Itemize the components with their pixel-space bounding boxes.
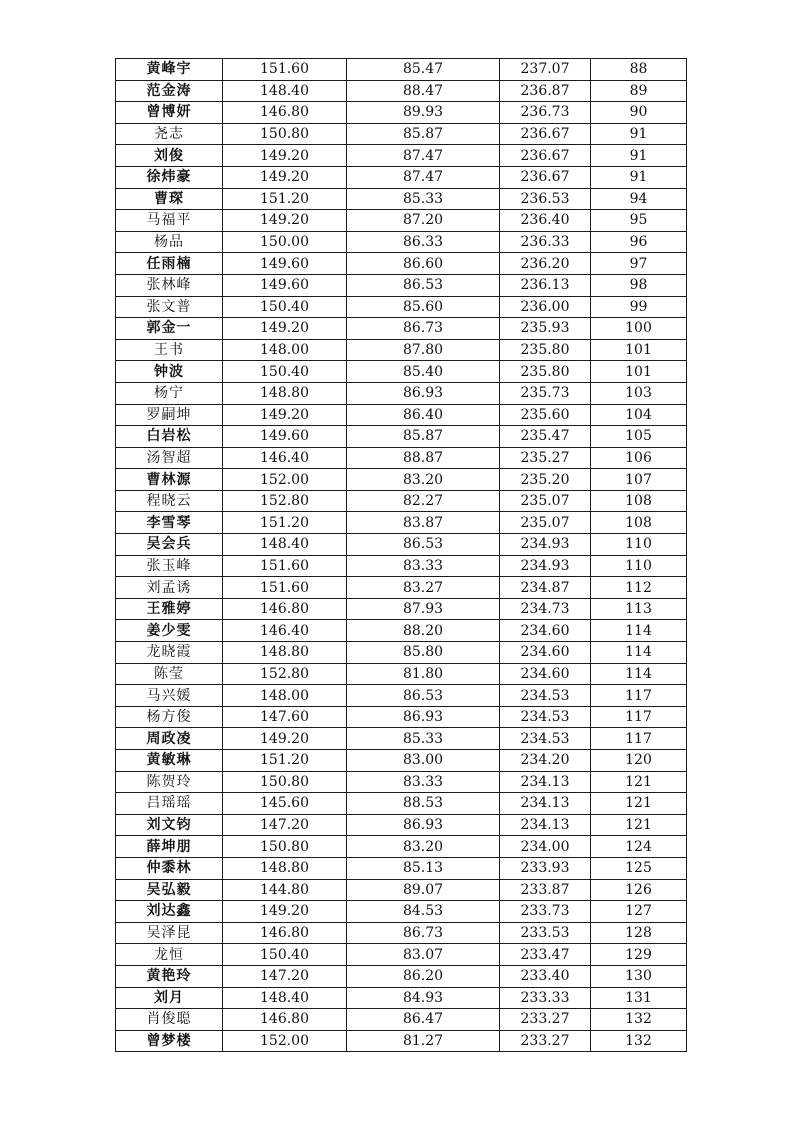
score-1-cell: 149.20 (223, 901, 347, 923)
total-score-cell: 236.33 (500, 231, 591, 253)
score-1-cell: 147.20 (223, 814, 347, 836)
rank-cell: 108 (591, 512, 687, 534)
rank-cell: 91 (591, 145, 687, 167)
table-row (116, 857, 687, 879)
score-2-cell: 85.80 (347, 642, 500, 664)
score-1-cell: 150.40 (223, 361, 347, 383)
rank-cell: 101 (591, 361, 687, 383)
score-2-cell: 83.07 (347, 944, 500, 966)
rank-cell: 112 (591, 577, 687, 599)
score-1-cell: 148.00 (223, 685, 347, 707)
score-2-cell: 82.27 (347, 490, 500, 512)
rank-cell: 108 (591, 490, 687, 512)
total-score-cell: 234.13 (500, 771, 591, 793)
score-1-cell: 151.60 (223, 59, 347, 81)
name-cell: 徐炜豪 (116, 166, 223, 188)
rank-cell: 91 (591, 123, 687, 145)
rank-cell: 131 (591, 987, 687, 1009)
name-cell: 吴泽昆 (116, 922, 223, 944)
name-cell: 张玉峰 (116, 555, 223, 577)
name-cell: 王雅婷 (116, 598, 223, 620)
name-cell: 刘孟诱 (116, 577, 223, 599)
rank-cell: 121 (591, 793, 687, 815)
rank-cell: 124 (591, 836, 687, 858)
total-score-cell: 235.47 (500, 426, 591, 448)
total-score-cell: 235.73 (500, 382, 591, 404)
rank-cell: 125 (591, 857, 687, 879)
score-2-cell: 83.00 (347, 750, 500, 772)
score-2-cell: 88.47 (347, 80, 500, 102)
rank-cell: 128 (591, 922, 687, 944)
score-table-body (116, 59, 687, 1052)
score-1-cell: 150.80 (223, 771, 347, 793)
score-1-cell: 150.40 (223, 296, 347, 318)
total-score-cell: 235.93 (500, 318, 591, 340)
total-score-cell: 234.60 (500, 620, 591, 642)
rank-cell: 97 (591, 253, 687, 275)
table-row (116, 188, 687, 210)
score-2-cell: 87.93 (347, 598, 500, 620)
table-row (116, 469, 687, 491)
score-2-cell: 85.47 (347, 59, 500, 81)
total-score-cell: 236.67 (500, 166, 591, 188)
score-2-cell: 86.60 (347, 253, 500, 275)
rank-cell: 110 (591, 555, 687, 577)
score-2-cell: 87.47 (347, 145, 500, 167)
score-1-cell: 149.20 (223, 145, 347, 167)
name-cell: 吴会兵 (116, 534, 223, 556)
name-cell: 汤智超 (116, 447, 223, 469)
rank-cell: 117 (591, 728, 687, 750)
rank-cell: 114 (591, 663, 687, 685)
name-cell: 黄敏琳 (116, 750, 223, 772)
table-row (116, 447, 687, 469)
table-row (116, 361, 687, 383)
rank-cell: 117 (591, 685, 687, 707)
total-score-cell: 234.93 (500, 534, 591, 556)
total-score-cell: 234.73 (500, 598, 591, 620)
table-row (116, 901, 687, 923)
total-score-cell: 233.27 (500, 1009, 591, 1031)
name-cell: 杨宁 (116, 382, 223, 404)
total-score-cell: 235.80 (500, 339, 591, 361)
table-row (116, 512, 687, 534)
name-cell: 张文普 (116, 296, 223, 318)
name-cell: 李雪琴 (116, 512, 223, 534)
score-1-cell: 149.60 (223, 426, 347, 448)
score-2-cell: 85.87 (347, 426, 500, 448)
name-cell: 姜少雯 (116, 620, 223, 642)
score-1-cell: 151.20 (223, 188, 347, 210)
rank-cell: 132 (591, 1009, 687, 1031)
score-2-cell: 85.33 (347, 188, 500, 210)
name-cell: 钟波 (116, 361, 223, 383)
table-row (116, 685, 687, 707)
score-2-cell: 83.33 (347, 555, 500, 577)
total-score-cell: 234.53 (500, 706, 591, 728)
name-cell: 曹琛 (116, 188, 223, 210)
table-row (116, 318, 687, 340)
score-2-cell: 83.27 (347, 577, 500, 599)
name-cell: 龙恒 (116, 944, 223, 966)
table-row (116, 771, 687, 793)
table-row (116, 922, 687, 944)
table-row (116, 296, 687, 318)
total-score-cell: 234.13 (500, 793, 591, 815)
score-1-cell: 145.60 (223, 793, 347, 815)
total-score-cell: 233.53 (500, 922, 591, 944)
name-cell: 郭金一 (116, 318, 223, 340)
table-row (116, 1009, 687, 1031)
score-1-cell: 148.40 (223, 534, 347, 556)
rank-cell: 113 (591, 598, 687, 620)
rank-cell: 98 (591, 274, 687, 296)
score-2-cell: 87.20 (347, 210, 500, 232)
score-1-cell: 149.20 (223, 728, 347, 750)
table-row (116, 728, 687, 750)
rank-cell: 96 (591, 231, 687, 253)
total-score-cell: 234.87 (500, 577, 591, 599)
score-2-cell: 84.93 (347, 987, 500, 1009)
total-score-cell: 235.07 (500, 490, 591, 512)
table-row (116, 814, 687, 836)
table-row (116, 793, 687, 815)
total-score-cell: 235.27 (500, 447, 591, 469)
name-cell: 吕瑶瑶 (116, 793, 223, 815)
name-cell: 黄峰宇 (116, 59, 223, 81)
table-row (116, 1030, 687, 1052)
score-2-cell: 89.07 (347, 879, 500, 901)
name-cell: 曹林源 (116, 469, 223, 491)
table-row (116, 59, 687, 81)
name-cell: 马兴媛 (116, 685, 223, 707)
total-score-cell: 233.47 (500, 944, 591, 966)
score-2-cell: 86.20 (347, 965, 500, 987)
score-1-cell: 149.20 (223, 166, 347, 188)
table-row (116, 80, 687, 102)
score-1-cell: 147.20 (223, 965, 347, 987)
table-row (116, 750, 687, 772)
name-cell: 王书 (116, 339, 223, 361)
rank-cell: 106 (591, 447, 687, 469)
score-1-cell: 151.60 (223, 555, 347, 577)
table-row (116, 339, 687, 361)
name-cell: 任雨楠 (116, 253, 223, 275)
score-table (115, 58, 687, 1052)
score-1-cell: 149.20 (223, 210, 347, 232)
score-2-cell: 85.40 (347, 361, 500, 383)
name-cell: 仲黍林 (116, 857, 223, 879)
rank-cell: 95 (591, 210, 687, 232)
score-1-cell: 144.80 (223, 879, 347, 901)
rank-cell: 94 (591, 188, 687, 210)
rank-cell: 121 (591, 814, 687, 836)
score-1-cell: 146.80 (223, 598, 347, 620)
table-row (116, 944, 687, 966)
score-2-cell: 85.33 (347, 728, 500, 750)
score-1-cell: 151.60 (223, 577, 347, 599)
total-score-cell: 234.20 (500, 750, 591, 772)
rank-cell: 88 (591, 59, 687, 81)
table-row (116, 274, 687, 296)
name-cell: 肖俊聪 (116, 1009, 223, 1031)
total-score-cell: 233.73 (500, 901, 591, 923)
rank-cell: 100 (591, 318, 687, 340)
table-row (116, 706, 687, 728)
table-row (116, 123, 687, 145)
score-1-cell: 152.80 (223, 663, 347, 685)
score-2-cell: 84.53 (347, 901, 500, 923)
score-2-cell: 88.20 (347, 620, 500, 642)
score-1-cell: 148.80 (223, 382, 347, 404)
rank-cell: 114 (591, 620, 687, 642)
total-score-cell: 234.13 (500, 814, 591, 836)
rank-cell: 117 (591, 706, 687, 728)
name-cell: 马福平 (116, 210, 223, 232)
total-score-cell: 233.40 (500, 965, 591, 987)
name-cell: 刘月 (116, 987, 223, 1009)
score-2-cell: 86.53 (347, 685, 500, 707)
name-cell: 吴弘毅 (116, 879, 223, 901)
name-cell: 黄艳玲 (116, 965, 223, 987)
score-1-cell: 148.00 (223, 339, 347, 361)
total-score-cell: 235.80 (500, 361, 591, 383)
score-1-cell: 151.20 (223, 750, 347, 772)
name-cell: 程晓云 (116, 490, 223, 512)
score-2-cell: 83.87 (347, 512, 500, 534)
table-row (116, 642, 687, 664)
name-cell: 薛坤朋 (116, 836, 223, 858)
table-row (116, 965, 687, 987)
total-score-cell: 234.93 (500, 555, 591, 577)
score-2-cell: 86.73 (347, 922, 500, 944)
table-row (116, 382, 687, 404)
total-score-cell: 233.87 (500, 879, 591, 901)
score-1-cell: 152.80 (223, 490, 347, 512)
table-row (116, 987, 687, 1009)
score-1-cell: 150.80 (223, 836, 347, 858)
score-1-cell: 150.40 (223, 944, 347, 966)
total-score-cell: 236.00 (500, 296, 591, 318)
score-1-cell: 148.80 (223, 857, 347, 879)
score-1-cell: 149.60 (223, 274, 347, 296)
total-score-cell: 235.60 (500, 404, 591, 426)
rank-cell: 114 (591, 642, 687, 664)
score-1-cell: 148.80 (223, 642, 347, 664)
score-1-cell: 149.20 (223, 404, 347, 426)
total-score-cell: 237.07 (500, 59, 591, 81)
total-score-cell: 236.73 (500, 102, 591, 124)
name-cell: 张林峰 (116, 274, 223, 296)
table-row (116, 166, 687, 188)
table-row (116, 210, 687, 232)
score-1-cell: 148.40 (223, 987, 347, 1009)
score-2-cell: 87.47 (347, 166, 500, 188)
table-row (116, 620, 687, 642)
name-cell: 刘达鑫 (116, 901, 223, 923)
rank-cell: 110 (591, 534, 687, 556)
total-score-cell: 234.53 (500, 685, 591, 707)
total-score-cell: 236.40 (500, 210, 591, 232)
total-score-cell: 236.13 (500, 274, 591, 296)
table-row (116, 145, 687, 167)
rank-cell: 99 (591, 296, 687, 318)
name-cell: 龙晓霞 (116, 642, 223, 664)
table-row (116, 534, 687, 556)
rank-cell: 89 (591, 80, 687, 102)
rank-cell: 90 (591, 102, 687, 124)
score-2-cell: 85.60 (347, 296, 500, 318)
table-row (116, 426, 687, 448)
score-1-cell: 147.60 (223, 706, 347, 728)
rank-cell: 120 (591, 750, 687, 772)
table-row (116, 102, 687, 124)
total-score-cell: 235.20 (500, 469, 591, 491)
name-cell: 曾梦楼 (116, 1030, 223, 1052)
score-2-cell: 85.87 (347, 123, 500, 145)
rank-cell: 104 (591, 404, 687, 426)
rank-cell: 129 (591, 944, 687, 966)
score-2-cell: 83.20 (347, 836, 500, 858)
name-cell: 曾博妍 (116, 102, 223, 124)
name-cell: 尧志 (116, 123, 223, 145)
table-row (116, 663, 687, 685)
total-score-cell: 234.60 (500, 663, 591, 685)
score-2-cell: 85.13 (347, 857, 500, 879)
total-score-cell: 235.07 (500, 512, 591, 534)
score-1-cell: 146.40 (223, 620, 347, 642)
score-1-cell: 146.40 (223, 447, 347, 469)
name-cell: 陈莹 (116, 663, 223, 685)
name-cell: 范金涛 (116, 80, 223, 102)
rank-cell: 121 (591, 771, 687, 793)
score-2-cell: 86.53 (347, 534, 500, 556)
score-1-cell: 146.80 (223, 922, 347, 944)
table-row (116, 490, 687, 512)
rank-cell: 105 (591, 426, 687, 448)
score-1-cell: 146.80 (223, 102, 347, 124)
score-1-cell: 149.60 (223, 253, 347, 275)
total-score-cell: 233.93 (500, 857, 591, 879)
table-row (116, 253, 687, 275)
score-2-cell: 86.93 (347, 382, 500, 404)
total-score-cell: 234.60 (500, 642, 591, 664)
total-score-cell: 236.87 (500, 80, 591, 102)
table-row (116, 231, 687, 253)
score-2-cell: 89.93 (347, 102, 500, 124)
table-row (116, 577, 687, 599)
score-2-cell: 86.40 (347, 404, 500, 426)
table-row (116, 836, 687, 858)
table-row (116, 598, 687, 620)
score-2-cell: 83.20 (347, 469, 500, 491)
score-2-cell: 88.53 (347, 793, 500, 815)
total-score-cell: 236.20 (500, 253, 591, 275)
score-2-cell: 86.33 (347, 231, 500, 253)
score-1-cell: 150.80 (223, 123, 347, 145)
rank-cell: 132 (591, 1030, 687, 1052)
name-cell: 刘文钧 (116, 814, 223, 836)
total-score-cell: 233.27 (500, 1030, 591, 1052)
total-score-cell: 236.67 (500, 123, 591, 145)
score-2-cell: 86.73 (347, 318, 500, 340)
total-score-cell: 234.00 (500, 836, 591, 858)
total-score-cell: 236.53 (500, 188, 591, 210)
rank-cell: 127 (591, 901, 687, 923)
score-2-cell: 81.27 (347, 1030, 500, 1052)
name-cell: 刘俊 (116, 145, 223, 167)
score-1-cell: 152.00 (223, 469, 347, 491)
name-cell: 罗嗣坤 (116, 404, 223, 426)
rank-cell: 107 (591, 469, 687, 491)
name-cell: 白岩松 (116, 426, 223, 448)
score-2-cell: 86.93 (347, 814, 500, 836)
name-cell: 杨方俊 (116, 706, 223, 728)
score-1-cell: 151.20 (223, 512, 347, 534)
table-row (116, 879, 687, 901)
score-1-cell: 149.20 (223, 318, 347, 340)
score-2-cell: 81.80 (347, 663, 500, 685)
score-2-cell: 86.53 (347, 274, 500, 296)
score-2-cell: 88.87 (347, 447, 500, 469)
total-score-cell: 234.53 (500, 728, 591, 750)
score-2-cell: 83.33 (347, 771, 500, 793)
rank-cell: 126 (591, 879, 687, 901)
table-row (116, 555, 687, 577)
name-cell: 陈贺玲 (116, 771, 223, 793)
rank-cell: 91 (591, 166, 687, 188)
table-row (116, 404, 687, 426)
score-1-cell: 152.00 (223, 1030, 347, 1052)
total-score-cell: 236.67 (500, 145, 591, 167)
score-2-cell: 87.80 (347, 339, 500, 361)
rank-cell: 103 (591, 382, 687, 404)
score-1-cell: 146.80 (223, 1009, 347, 1031)
name-cell: 杨品 (116, 231, 223, 253)
name-cell: 周政凌 (116, 728, 223, 750)
score-2-cell: 86.47 (347, 1009, 500, 1031)
score-2-cell: 86.93 (347, 706, 500, 728)
total-score-cell: 233.33 (500, 987, 591, 1009)
score-1-cell: 148.40 (223, 80, 347, 102)
rank-cell: 130 (591, 965, 687, 987)
score-1-cell: 150.00 (223, 231, 347, 253)
rank-cell: 101 (591, 339, 687, 361)
